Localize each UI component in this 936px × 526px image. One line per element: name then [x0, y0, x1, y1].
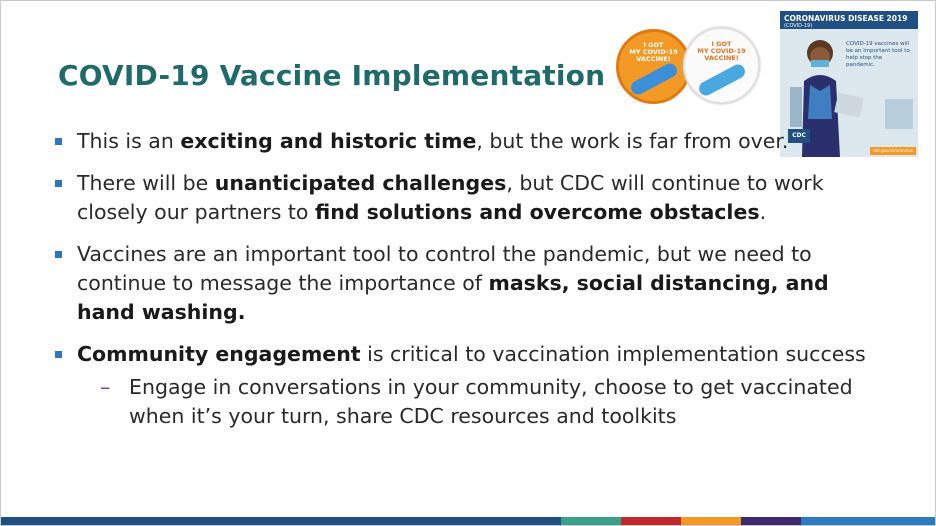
- badge-line2: MY COVID-19: [629, 48, 678, 56]
- sub-bullet-text: Engage in conversations in your community, choose to get vaccinated when it’s your turn, share CDC resources and toolkits: [129, 375, 853, 428]
- bar-segment: [561, 517, 621, 525]
- bold-run: unanticipated challenges: [214, 171, 507, 195]
- badge-line3: VACCINE!: [704, 54, 739, 62]
- badge-line1: I GOT: [711, 40, 732, 48]
- text-run: .: [759, 200, 767, 224]
- bullet-square-icon: [55, 251, 62, 258]
- bullet-item: [55, 127, 875, 156]
- color-bar: [1, 517, 936, 525]
- vaccine-badge-white: [683, 27, 760, 104]
- bullet-square-icon: [55, 351, 62, 358]
- bullet-square-icon: [55, 180, 62, 187]
- bullet-item: [55, 340, 875, 369]
- bullet-list: [55, 127, 875, 431]
- sub-bullet-item: [55, 373, 875, 431]
- bullet-square-icon: [55, 138, 62, 145]
- bullet-item: [55, 240, 875, 327]
- poster-footer: cdc.gov/coronavirus: [870, 147, 916, 155]
- bold-run: find solutions and overcome obstacles: [315, 200, 760, 224]
- bar-segment: [1, 517, 561, 525]
- text-run: is critical to vaccination implementation success: [360, 342, 866, 366]
- poster-text: COVID-19 vaccines will be an important tool to help stop the pandemic.: [846, 41, 910, 68]
- cdc-logo-icon: CDC: [788, 129, 810, 143]
- poster-header: [780, 11, 918, 29]
- slide-title: COVID-19 Vaccine Implementation: [58, 59, 606, 92]
- bar-segment: [621, 517, 681, 525]
- dash-icon: –: [100, 375, 111, 399]
- bullet-item: [55, 169, 875, 227]
- text-run: , but the work is far from over.: [476, 129, 789, 153]
- bandage-icon: [697, 62, 748, 98]
- badge-line3: VACCINE!: [636, 55, 671, 63]
- text-run: There will be: [77, 171, 215, 195]
- vaccine-badge-orange: [616, 29, 691, 104]
- poster-header-title: CORONAVIRUS DISEASE 2019: [784, 14, 908, 23]
- text-run: This is an: [77, 129, 181, 153]
- badge-line1: I GOT: [643, 41, 664, 49]
- bar-segment: [681, 517, 741, 525]
- bandage-icon: [629, 61, 680, 97]
- badge-line2: MY COVID-19: [697, 47, 746, 55]
- text-run: , but CDC will continue to work closely our partners to: [77, 171, 824, 224]
- bold-run: exciting and historic time: [180, 129, 477, 153]
- bold-run: Community engagement: [77, 342, 361, 366]
- text-run: Vaccines are an important tool to control the pandemic, but we need to continue to message the importance of: [77, 242, 812, 295]
- poster-header-sub: (COVID-19): [784, 23, 813, 29]
- bar-segment: [741, 517, 801, 525]
- bold-run: masks, social distancing, and hand washing.: [77, 271, 829, 324]
- bar-segment: [801, 517, 936, 525]
